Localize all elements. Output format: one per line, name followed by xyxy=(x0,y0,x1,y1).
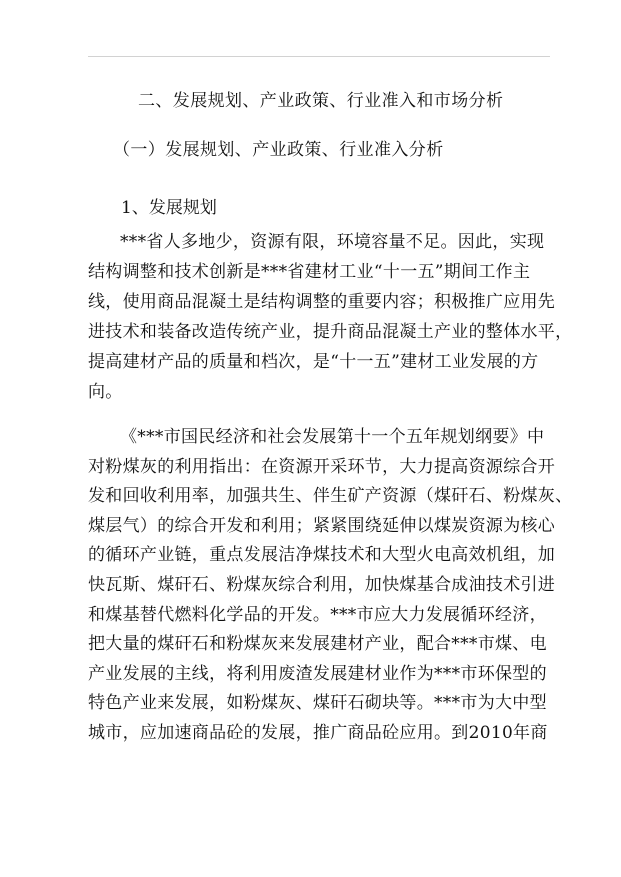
paragraph-line: 快瓦斯、煤矸石、粉煤灰综合利用，加快煤基合成油技术引进 xyxy=(88,574,556,595)
paragraph-line: 发和回收利用率，加强共生、伴生矿产资源（煤矸石、粉煤灰、 xyxy=(88,486,573,507)
paragraph-line: 进技术和装备改造传统产业，提升商品混凝土产业的整体水平， xyxy=(88,322,573,342)
paragraph-line: 的循环产业链，重点发展洁净煤技术和大型火电高效机组，加 xyxy=(88,545,556,566)
paragraph-line: 特色产业来发展，如粉煤灰、煤矸石砌块等。***市为大中型 xyxy=(88,693,547,714)
paragraph-line: 《***市国民经济和社会发展第十一个五年规划纲要》中 xyxy=(120,427,545,447)
paragraph-line: 对粉煤灰的利用指出：在资源开采环节，大力提高资源综合开 xyxy=(88,456,556,477)
section-heading: 二、发展规划、产业政策、行业准入和市场分析 xyxy=(138,91,504,111)
paragraph-line: 把大量的煤矸石和粉煤灰来发展建材产业，配合***市煤、电 xyxy=(88,634,547,655)
paragraph-2 xyxy=(88,423,573,749)
paragraph-line: 向。 xyxy=(88,382,123,402)
paragraph-line: 煤层气）的综合开发和利用；紧紧围绕延伸以煤炭资源为核心 xyxy=(88,515,556,536)
paragraph-line: 提高建材产品的质量和档次，是“十一五”建材工业发展的方 xyxy=(88,352,539,372)
paragraph-line: 线，使用商品混凝土是结构调整的重要内容；积极推广应用先 xyxy=(88,292,556,312)
paragraph-line: 城市，应加速商品砼的发展，推广商品砼应用。到2010年商 xyxy=(88,722,548,743)
paragraph-line: ***省人多地少，资源有限，环境容量不足。因此，实现 xyxy=(120,232,545,252)
header-divider xyxy=(88,56,550,57)
paragraph-line: 和煤基替代燃料化学品的开发。***市应大力发展循环经济， xyxy=(88,604,547,625)
paragraph-line: 产业发展的主线，将利用废渣发展建材业作为***市环保型的 xyxy=(88,663,547,684)
item-heading: 1、发展规划 xyxy=(121,198,217,218)
paragraph-1 xyxy=(88,227,573,407)
paragraph-line: 结构调整和技术创新是***省建材工业“十一五”期间工作主 xyxy=(88,262,531,282)
subsection-heading: （一）发展规划、产业政策、行业准入分析 xyxy=(113,140,444,160)
